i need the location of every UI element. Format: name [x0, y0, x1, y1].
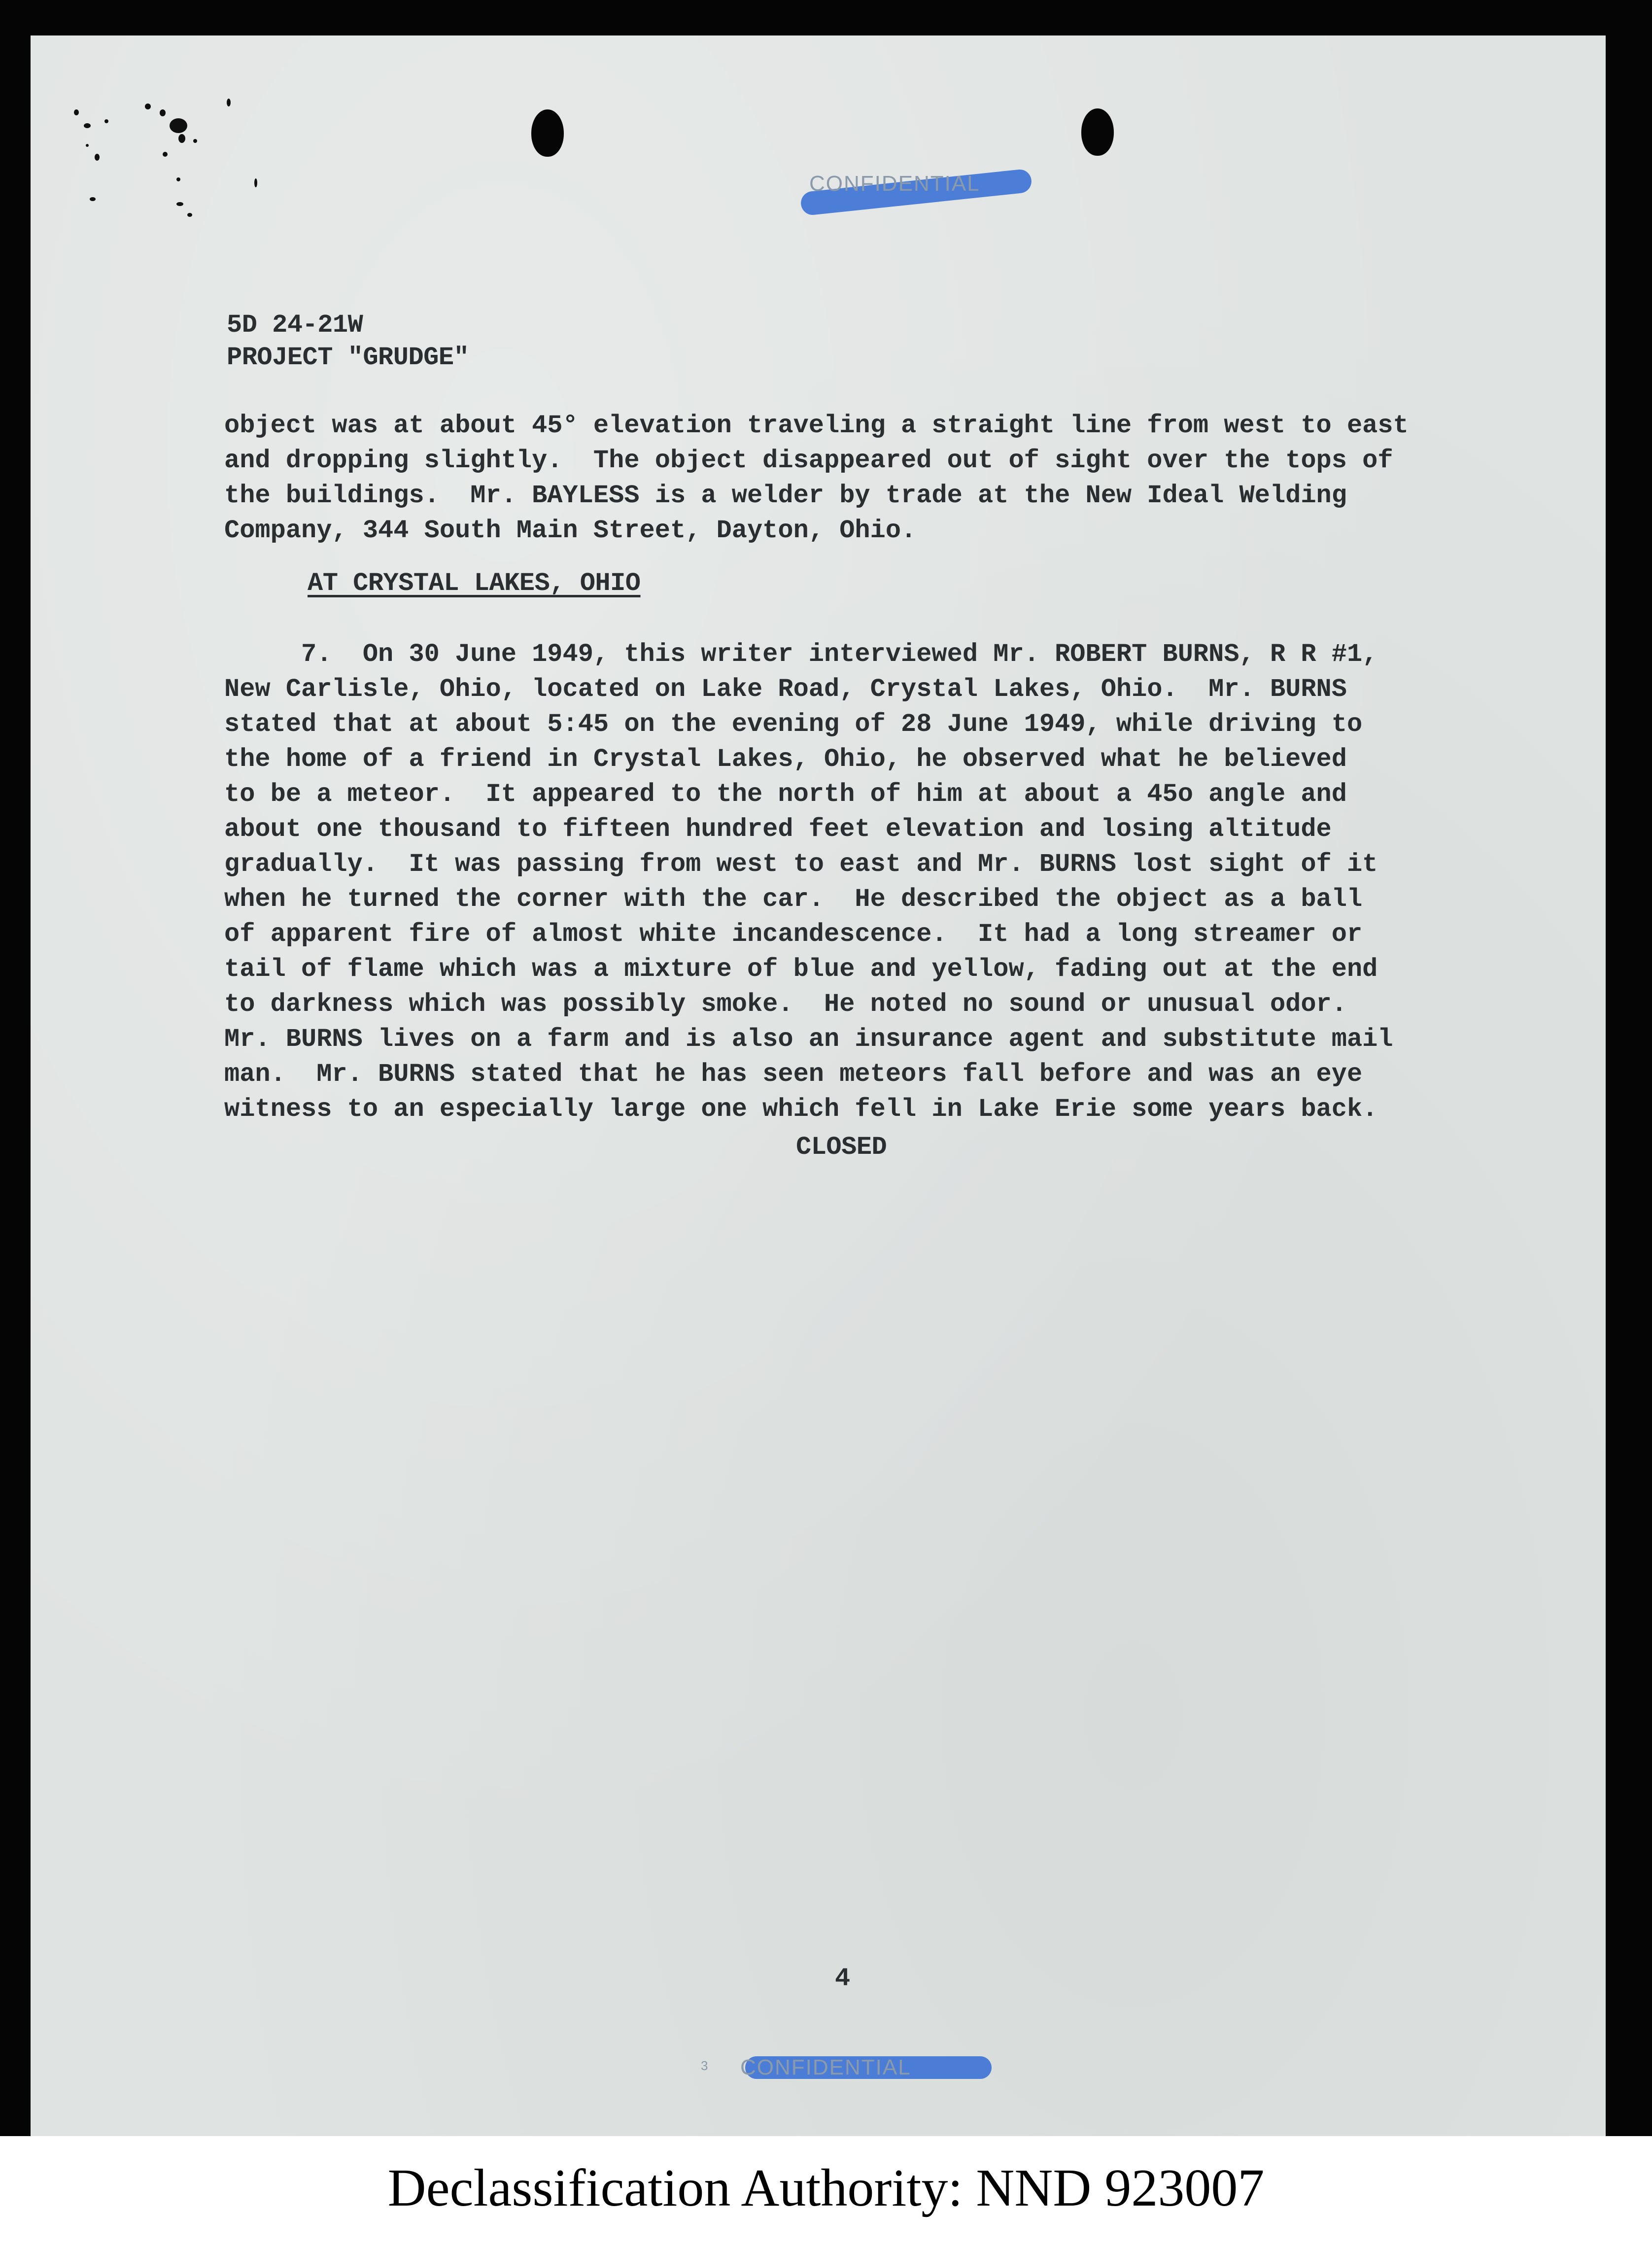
text-line: the buildings. Mr. BAYLESS is a welder by trade at the New Ideal Welding	[224, 481, 1347, 510]
confidential-stamp-top	[790, 159, 1046, 218]
paragraph-burns	[224, 637, 1525, 1127]
text-line: Company, 344 South Main Street, Dayton, Ohio.	[224, 516, 917, 545]
section-heading: AT CRYSTAL LAKES, OHIO	[308, 569, 641, 598]
text-line: and dropping slightly. The object disappeared out of sight over the tops of	[224, 446, 1393, 475]
text-line: Mr. BURNS lives on a farm and is also an insurance agent and substitute mail	[224, 1025, 1393, 1054]
text-line: gradually. It was passing from west to east and Mr. BURNS lost sight of it	[224, 850, 1378, 879]
confidential-label-bottom: CONFIDENTIAL	[740, 2055, 911, 2079]
declassification-authority: Declassification Authority: NND 923007	[387, 2159, 1265, 2217]
document-page	[31, 35, 1606, 2136]
text-line: New Carlisle, Ohio, located on Lake Road, Crystal Lakes, Ohio. Mr. BURNS	[224, 675, 1347, 704]
text-line: witness to an especially large one which fell in Lake Erie some years back.	[224, 1095, 1378, 1124]
project-title: PROJECT "GRUDGE"	[227, 343, 469, 372]
closed-label: CLOSED	[796, 1133, 887, 1162]
punch-hole-left	[531, 109, 564, 157]
text-line: the home of a friend in Crystal Lakes, Ohio, he observed what he believed	[224, 745, 1347, 774]
footer-bar	[0, 2136, 1652, 2247]
file-code: 5D 24-21W	[227, 311, 363, 340]
page-number: 4	[835, 1964, 850, 1993]
text-line: object was at about 45° elevation traveling a straight line from west to east	[224, 411, 1409, 440]
text-line: to be a meteor. It appeared to the north of him at about a 45o angle and	[224, 780, 1347, 809]
text-line: 7. On 30 June 1949, this writer interviewed Mr. ROBERT BURNS, R R #1,	[224, 640, 1378, 669]
text-line: to darkness which was possibly smoke. He noted no sound or unusual odor.	[224, 990, 1347, 1019]
text-line: tail of flame which was a mixture of blue and yellow, fading out at the end	[224, 955, 1378, 984]
stamp-prefix: 3	[701, 2058, 709, 2073]
paragraph-bayless	[224, 408, 1525, 548]
text-line: man. Mr. BURNS stated that he has seen meteors fall before and was an eye	[224, 1060, 1363, 1089]
text-line: about one thousand to fifteen hundred feet elevation and losing altitude	[224, 815, 1332, 844]
text-line: when he turned the corner with the car. He described the object as a ball	[224, 885, 1363, 914]
confidential-label-top: CONFIDENTIAL	[809, 172, 980, 196]
text-line: of apparent fire of almost white incandescence. It had a long streamer or	[224, 920, 1363, 949]
text-line: stated that at about 5:45 on the evening of 28 June 1949, while driving to	[224, 710, 1363, 739]
punch-hole-right	[1081, 108, 1114, 156]
confidential-stamp-bottom	[701, 2039, 1016, 2093]
